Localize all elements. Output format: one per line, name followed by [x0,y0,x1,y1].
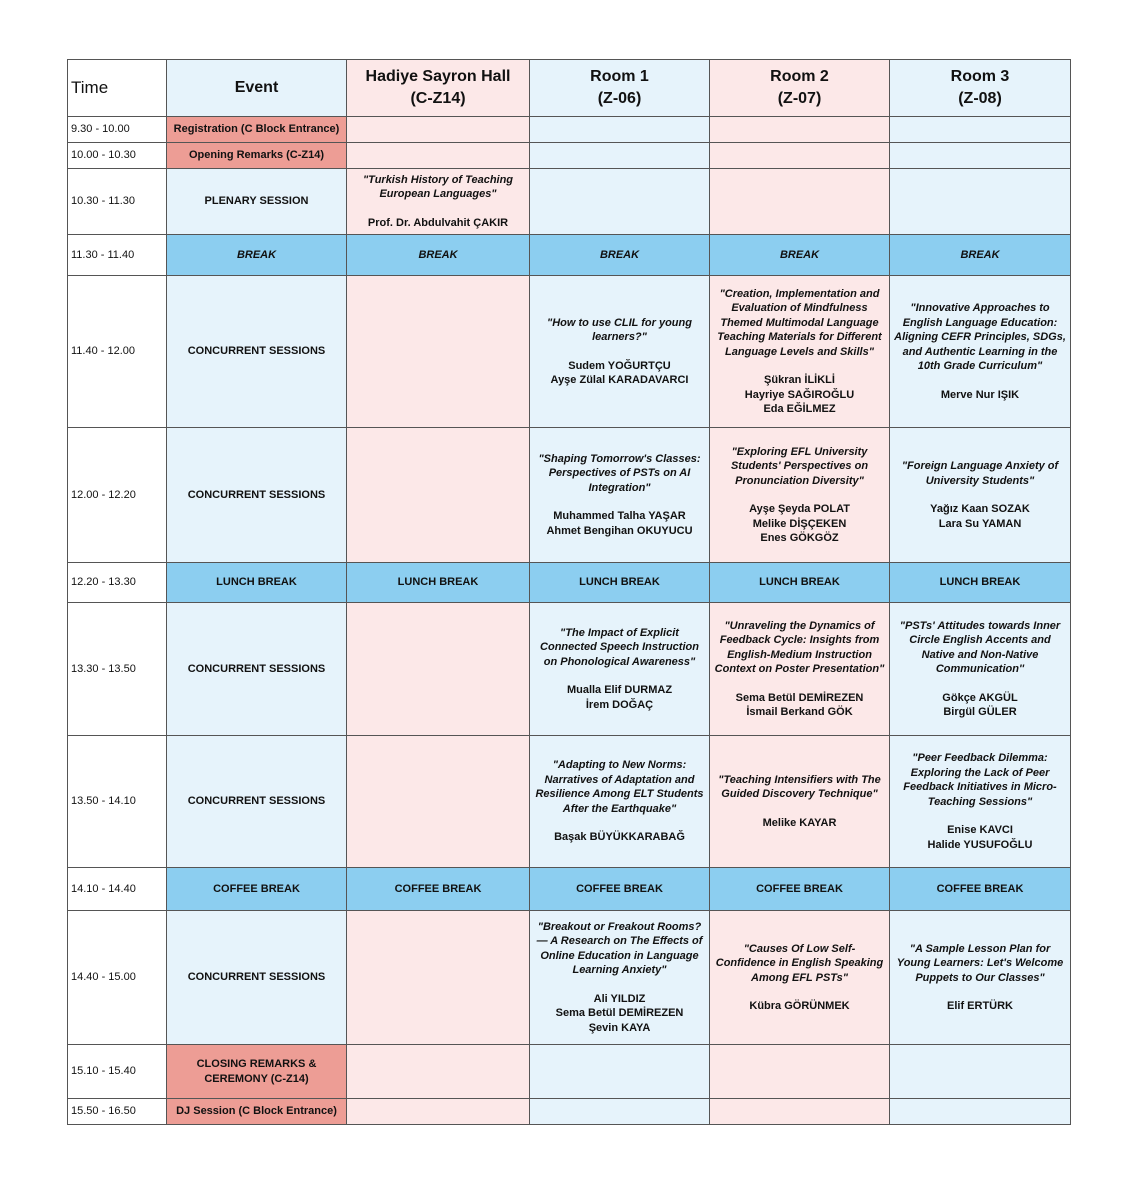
room2-session-title-line: Pronunciation Diversity" [735,474,864,487]
room3-session [890,428,1071,563]
room3-session-title-line: Native and Non-Native [921,648,1039,661]
room1-session [530,428,710,563]
event-cell: CONCURRENT SESSIONS [167,736,347,868]
room1-session-title-line: "The Impact of Explicit [560,626,679,639]
room1-break-label: BREAK [530,235,710,276]
room1-session-spacer [533,345,706,359]
room2-session-title-line: Confidence in English Speaking [715,957,884,969]
header-time: Time [68,60,167,117]
room1-session-title-line: Online Education in Language [540,949,699,962]
room2-session [710,911,890,1045]
hall-cell [347,143,530,169]
room3-session [890,276,1071,428]
room2-session-spacer [713,488,886,502]
header-room1 [530,60,710,117]
hall-session-title-line: European Languages" [379,188,497,201]
room3-session-title-line: "Innovative Approaches to [910,302,1050,314]
room2-session-title-line: "Teaching Intensifiers with The [718,773,881,786]
room3-session-title-line: "Foreign Language Anxiety of [901,460,1059,472]
room3-break-label: LUNCH BREAK [890,563,1071,603]
room2-session-author: Kübra GÖRÜNMEK [749,1000,850,1012]
event-cell: Opening Remarks (C-Z14) [167,143,347,169]
room2-cell [710,143,890,169]
room3-session-title-line: Young Learners: Let's Welcome [896,957,1064,969]
room2-session-title-line: Language Levels and Skills" [725,345,874,358]
room3-cell [890,1045,1071,1099]
room1-session-spacer [533,978,706,992]
room3-session-author: Gökçe AKGÜL [942,691,1018,704]
time-cell: 13.30 - 13.50 [68,603,167,736]
header-room3-code: (Z-08) [958,90,1002,107]
room2-session-title-line: Feedback Cycle: Insights from [719,634,880,646]
room1-session-author: Ayşe Zülal KARADAVARCI [550,374,689,386]
header-room1-code: (Z-06) [597,90,642,107]
hall-cell [347,1045,530,1099]
room2-session-title-line: English-Medium Instruction [727,648,872,661]
room1-cell [530,1045,710,1099]
room2-session-author: Melike KAYAR [762,816,837,829]
time-cell: 14.10 - 14.40 [68,868,167,911]
event-cell: COFFEE BREAK [167,868,347,911]
room2-session [710,276,890,428]
room3-session-spacer [893,809,1067,823]
time-cell: 15.50 - 16.50 [68,1099,167,1125]
room1-session-author: Mualla Elif DURMAZ [566,684,673,697]
event-cell: CONCURRENT SESSIONS [167,276,347,428]
room2-session-title-line: "Creation, Implementation and [719,287,880,300]
time-cell: 11.40 - 12.00 [68,276,167,428]
schedule-row [68,143,1071,169]
room1-cell [530,1099,710,1125]
room2-session-spacer [713,677,886,691]
room1-session-author: Şevin KAYA [588,1021,651,1034]
room2-cell [710,1099,890,1125]
event-cell: DJ Session (C Block Entrance) [167,1099,347,1125]
room2-session-title-line: "Causes Of Low Self- [743,942,856,955]
room1-session-title-line: Narratives of Adaptation and [544,773,695,786]
room2-session-author: Hayriye SAĞIROĞLU [744,388,855,401]
schedule-row [68,1045,1071,1099]
room1-session-author: Sema Betül DEMİREZEN [555,1007,684,1020]
room3-session-title-line: University Students" [925,474,1035,487]
room3-cell [890,117,1071,143]
room2-session-title-line: Evaluation of Mindfulness [731,302,868,314]
room1-session-spacer [533,816,706,830]
schedule-row [68,1099,1071,1125]
room3-cell [890,1099,1071,1125]
room3-session-title-line: "Peer Feedback Dilemma: [912,752,1048,764]
room2-cell [710,117,890,143]
header-room2 [710,60,890,117]
event-line: CEREMONY (C-Z14) [204,1072,309,1085]
room2-session [710,603,890,736]
room3-session-title-line: Aligning CEFR Principles, SDGs, [894,331,1066,343]
room1-session-title-line: Integration" [588,481,651,494]
schedule-row [68,911,1071,1045]
header-room2-code: (Z-07) [777,90,822,107]
room2-session-title-line: Among EFL PSTs" [751,971,848,984]
room3-cell [890,169,1071,235]
time-cell: 11.30 - 11.40 [68,235,167,276]
schedule-row [68,563,1071,603]
room1-session-title-line: — A Research on The Effects of [536,935,703,948]
room1-session-title-line: learners?" [592,331,647,343]
event-cell: LUNCH BREAK [167,563,347,603]
room2-session-author: Melike DİŞÇEKEN [752,517,847,530]
room3-session-spacer [893,374,1067,388]
room3-session-author: Yağız Kaan SOZAK [930,503,1030,515]
room1-cell [530,169,710,235]
schedule-row [68,428,1071,563]
room2-session-title-line: Guided Discovery Technique" [721,788,878,801]
schedule-table [67,59,1071,1125]
hall-cell [347,428,530,563]
room1-session-title-line: "Breakout or Freakout Rooms? [537,920,702,933]
schedule-row [68,117,1071,143]
event-cell: CONCURRENT SESSIONS [167,603,347,736]
room1-session-author: İrem DOĞAÇ [585,698,654,711]
hall-session-author: Prof. Dr. Abdulvahit ÇAKIR [367,216,509,229]
schedule-row [68,603,1071,736]
schedule-row [68,235,1071,276]
room3-session-spacer [893,677,1067,691]
header-hall-name: Hadiye Sayron Hall [365,68,511,85]
time-cell: 10.30 - 11.30 [68,169,167,235]
room1-session-author: Muhammed Talha YAŞAR [553,510,686,523]
room3-session-title-line: Feedback Initiatives in Micro- [903,781,1057,793]
room1-cell [530,143,710,169]
room1-session [530,603,710,736]
hall-break-label: BREAK [347,235,530,276]
room2-session [710,428,890,563]
room2-session-spacer [713,359,886,373]
room1-session-title-line: After the Earthquake" [562,802,677,815]
room3-session-spacer [893,985,1067,999]
room3-session-title-line: "A Sample Lesson Plan for [909,942,1051,955]
room3-session-author: Birgül GÜLER [943,706,1017,718]
room3-session-title-line: Teaching Sessions" [927,795,1033,808]
room1-session-title-line: "Shaping Tomorrow's Classes: [538,452,701,465]
header-room1-name: Room 1 [590,68,649,85]
hall-session [347,169,530,235]
event-line: CLOSING REMARKS & [196,1058,317,1070]
room2-session-author: İsmail Berkand GÖK [746,706,853,718]
hall-cell [347,276,530,428]
room2-session-spacer [713,802,886,816]
room2-session-author: Şükran İLİKLİ [764,374,835,386]
room3-session-title-line: Communication'' [935,663,1025,675]
room1-session-author: Başak BÜYÜKKARABAĞ [554,831,685,844]
room2-session-title-line: Context on Poster Presentation" [714,663,885,675]
header-room2-name: Room 2 [770,68,829,85]
time-cell: 12.00 - 12.20 [68,428,167,563]
room2-cell [710,169,890,235]
room3-break-label: BREAK [890,235,1071,276]
room1-cell [530,117,710,143]
room3-session-title-line: "PSTs' Attitudes towards Inner [899,619,1061,632]
room3-session-title-line: 10th Grade Curriculum" [917,360,1043,372]
room2-session-author: Ayşe Şeyda POLAT [749,503,850,515]
room3-cell [890,143,1071,169]
room1-session-title-line: Connected Speech Instruction [540,641,699,654]
room1-break-label: LUNCH BREAK [530,563,710,603]
header-hall-code: (C-Z14) [410,90,466,107]
time-cell: 13.50 - 14.10 [68,736,167,868]
room3-session-title-line: English Language Education: [902,316,1058,329]
hall-session-title-line: "Turkish History of Teaching [362,173,514,186]
time-cell: 10.00 - 10.30 [68,143,167,169]
header-room3 [890,60,1071,117]
room3-session-author: Enise KAVCI [947,824,1013,836]
room2-break-label: COFFEE BREAK [710,868,890,911]
room2-session-author: Eda EĞİLMEZ [763,403,836,415]
room1-session-spacer [533,495,706,509]
event-cell: Registration (C Block Entrance) [167,117,347,143]
room2-cell [710,1045,890,1099]
room3-session-title-line: Exploring the Lack of Peer [910,766,1050,779]
room2-session-title-line: "Unraveling the Dynamics of [724,619,875,632]
room2-session-author: Sema Betül DEMİREZEN [735,691,864,704]
room1-session-title-line: "How to use CLIL for young [547,316,692,329]
event-cell [167,1045,347,1099]
room1-session [530,736,710,868]
time-cell: 12.20 - 13.30 [68,563,167,603]
event-cell: BREAK [167,235,347,276]
header-hall [347,60,530,117]
room2-session-title-line: Teaching Materials for Different [717,331,882,343]
room3-session-title-line: Circle English Accents and [909,634,1051,646]
room1-session-author: Ali YILDIZ [593,992,646,1005]
room1-session-author: Sudem YOĞURTÇU [568,359,671,372]
hall-session-spacer [350,202,526,216]
time-cell: 15.10 - 15.40 [68,1045,167,1099]
room2-session-spacer [713,985,886,999]
room1-session [530,276,710,428]
room1-session-title-line: "Adapting to New Norms: [552,759,687,772]
room1-session-title-line: Resilience Among ELT Students [535,788,704,801]
room3-session-author: Halide YUSUFOĞLU [927,838,1033,851]
room2-break-label: BREAK [710,235,890,276]
room3-session-author: Elif ERTÜRK [947,1000,1013,1012]
room1-break-label: COFFEE BREAK [530,868,710,911]
hall-break-label: COFFEE BREAK [347,868,530,911]
room3-session-author: Lara Su YAMAN [938,517,1022,530]
time-cell: 14.40 - 15.00 [68,911,167,1045]
room3-session [890,603,1071,736]
hall-cell [347,117,530,143]
room3-session [890,736,1071,868]
room2-session-title-line: Themed Multimodal Language [720,316,879,329]
room1-session-title-line: on Phonological Awareness" [543,655,696,668]
schedule-row [68,736,1071,868]
hall-cell [347,603,530,736]
room3-session-title-line: Puppets to Our Classes" [915,971,1045,984]
event-cell: PLENARY SESSION [167,169,347,235]
hall-cell [347,736,530,868]
schedule-row [68,276,1071,428]
room1-session-spacer [533,669,706,683]
header-event: Event [167,60,347,117]
hall-break-label: LUNCH BREAK [347,563,530,603]
room2-break-label: LUNCH BREAK [710,563,890,603]
room1-session-title-line: Learning Anxiety" [572,964,667,977]
time-cell: 9.30 - 10.00 [68,117,167,143]
room1-session-title-line: Perspectives of PSTs on AI [548,467,691,480]
room2-session-author: Enes GÖKGÖZ [760,532,839,544]
event-cell: CONCURRENT SESSIONS [167,428,347,563]
hall-cell [347,911,530,1045]
room3-session-spacer [893,488,1067,502]
room2-session [710,736,890,868]
room1-session-author: Ahmet Bengihan OKUYUCU [546,524,693,537]
room3-break-label: COFFEE BREAK [890,868,1071,911]
room1-session [530,911,710,1045]
room2-session-title-line: "Exploring EFL University [731,445,868,458]
hall-cell [347,1099,530,1125]
schedule-row [68,169,1071,235]
room3-session-author: Merve Nur IŞIK [940,388,1020,401]
schedule-row [68,868,1071,911]
room3-session [890,911,1071,1045]
room2-session-title-line: Students' Perspectives on [730,460,869,472]
header-room3-name: Room 3 [950,68,1010,85]
event-cell: CONCURRENT SESSIONS [167,911,347,1045]
room3-session-title-line: and Authentic Learning in the [902,345,1058,358]
header-row [68,60,1071,117]
